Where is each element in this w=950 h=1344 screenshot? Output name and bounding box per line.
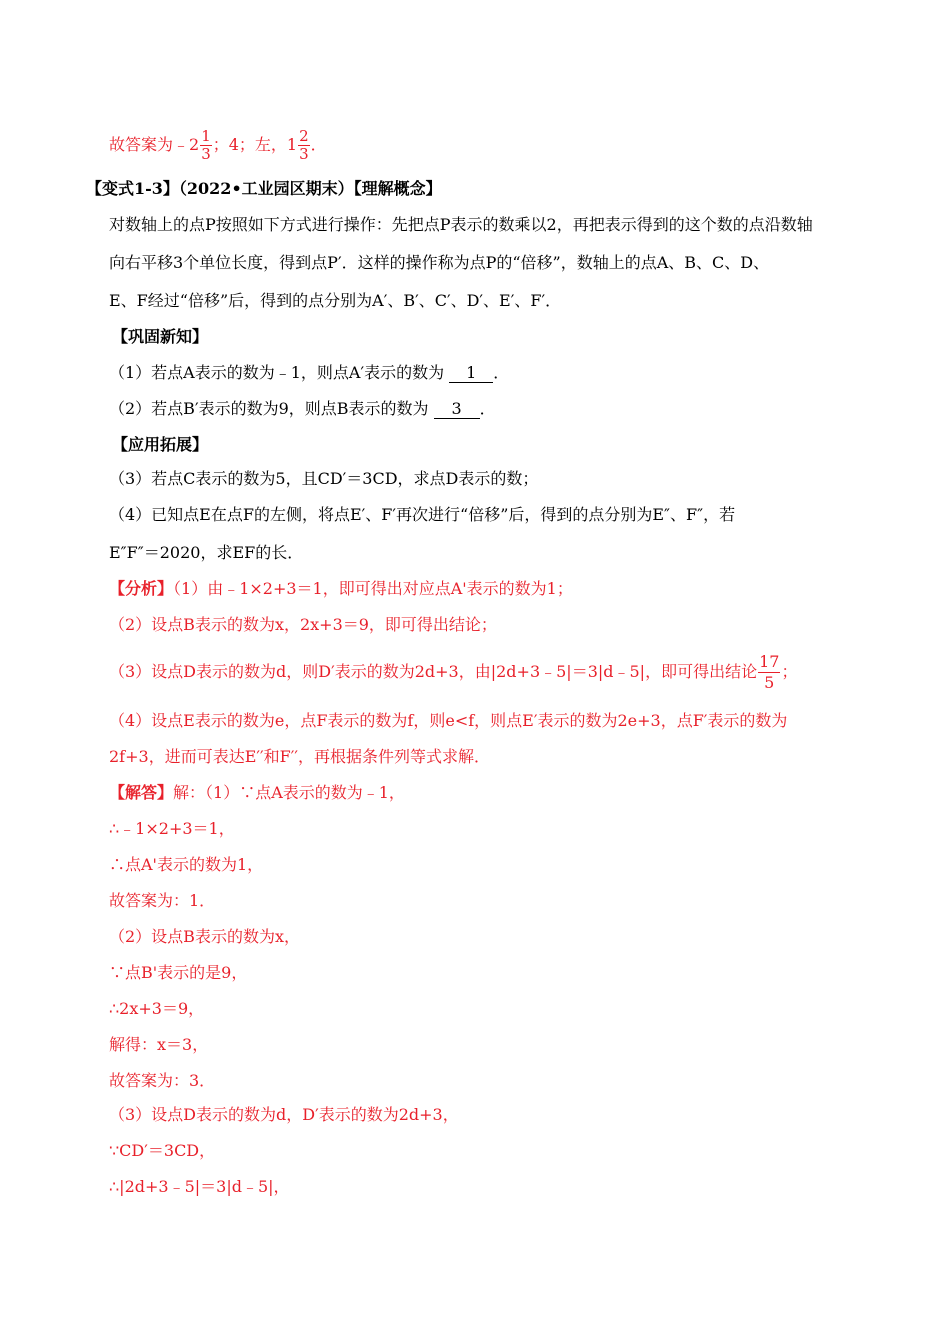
solution-line-3: ∴点A'表示的数为1， (109, 855, 264, 874)
answer-prefix: 故答案为﹣2 (109, 135, 200, 154)
fraction-denominator: 3 (299, 145, 309, 163)
question-2 (109, 398, 496, 420)
question-1-end: ． (493, 363, 510, 382)
fraction-two-thirds (298, 128, 310, 163)
question-2-end: ． (479, 399, 496, 418)
fraction-seventeen-fifths (758, 652, 780, 693)
previous-answer-line (109, 128, 327, 163)
solution-line-8: 解得：x＝3， (109, 1035, 209, 1054)
question-3: （3）若点C表示的数为5，且CD′＝3CD，求点D表示的数； (109, 469, 539, 488)
solution-line-11: ∵CD′＝3CD， (109, 1141, 216, 1160)
question-4-line-2: E″F″＝2020，求EF的长． (109, 543, 304, 562)
solution-text-1: 解：（1）∵点A表示的数为﹣1， (173, 783, 405, 802)
problem-header: 【变式1-3】（2022•工业园区期末）【理解概念】 (86, 179, 442, 198)
question-2-text: （2）若点B′表示的数为9，则点B表示的数为 (109, 399, 429, 418)
question-2-answer-blank: 3 (434, 400, 480, 419)
analysis-line-3 (109, 652, 797, 693)
fraction-numerator: 2 (299, 127, 309, 145)
analysis-line-4: （4）设点E表示的数为e，点F表示的数为f，则e<f，则点E′表示的数为2e+3，点F′表示的数为 (109, 711, 788, 730)
solution-label: 【解答】 (109, 783, 174, 802)
question-1-text: （1）若点A表示的数为﹣1，则点A′表示的数为 (109, 363, 445, 382)
problem-paragraph-line-2: 向右平移3个单位长度，得到点P′．这样的操作称为点P的“倍移”，数轴上的点A、B、C、D、 (109, 253, 770, 272)
analysis-line-2: （2）设点B表示的数为x，2x+3＝9，即可得出结论； (109, 615, 497, 634)
solution-line-1 (109, 782, 405, 804)
question-1-answer-blank: 1 (449, 364, 493, 383)
section-consolidate: 【巩固新知】 (112, 327, 209, 346)
question-1 (109, 362, 509, 384)
solution-line-10: （3）设点D表示的数为d，D′表示的数为2d+3， (109, 1105, 459, 1124)
fraction-numerator: 1 (201, 127, 211, 145)
solution-line-6: ∵点B'表示的是9， (109, 963, 248, 982)
solution-line-9: 故答案为：3． (109, 1071, 216, 1090)
analysis-label: 【分析】 (109, 579, 174, 598)
analysis-text-3-end: ； (781, 662, 798, 681)
answer-middle: ；4；左，1 (212, 135, 298, 154)
problem-paragraph-line-1: 对数轴上的点P按照如下方式进行操作：先把点P表示的数乘以2，再把表示得到的这个数的点沿数轴 (109, 215, 813, 234)
fraction-denominator: 5 (764, 673, 775, 692)
section-application: 【应用拓展】 (112, 435, 209, 454)
solution-line-12: ∴|2d+3﹣5|＝3|d﹣5|， (109, 1177, 290, 1196)
fraction-numerator: 17 (759, 652, 780, 671)
analysis-text-1: （1）由﹣1×2+3＝1，即可得出对应点A'表示的数为1； (173, 579, 573, 598)
question-4-line-1: （4）已知点E在点F的左侧，将点E′、F′再次进行“倍移”后，得到的点分别为E″、F″，若 (109, 505, 736, 524)
answer-suffix: ． (310, 135, 327, 154)
solution-line-7: ∴2x+3＝9， (109, 999, 205, 1018)
analysis-line-5: 2f+3，进而可表达E′′和F′′，再根据条件列等式求解． (109, 747, 491, 766)
fraction-denominator: 3 (201, 145, 211, 163)
analysis-line-1 (109, 578, 573, 600)
solution-line-2: ∴﹣1×2+3＝1， (109, 819, 235, 838)
solution-line-5: （2）设点B表示的数为x， (109, 927, 300, 946)
problem-paragraph-line-3: E、F经过“倍移”后，得到的点分别为A′、B′、C′、D′、E′、F′． (109, 291, 562, 310)
fraction-one-third (200, 128, 212, 163)
solution-line-4: 故答案为：1． (109, 891, 216, 910)
analysis-text-3: （3）设点D表示的数为d，则D′表示的数为2d+3，由|2d+3﹣5|＝3|d﹣5|，即可得出结论 (109, 662, 758, 681)
